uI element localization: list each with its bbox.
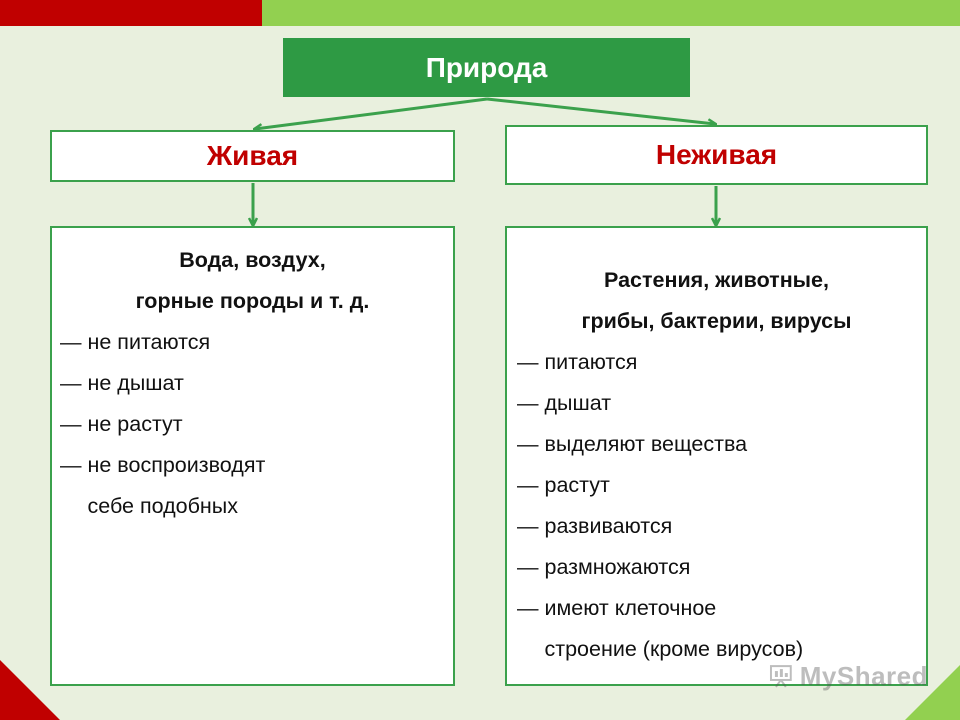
arrow-root-to-living (255, 99, 487, 129)
dash: — (60, 330, 82, 354)
list-item-text: растут (544, 473, 610, 497)
list-item-text: не воспроизводят (87, 453, 266, 477)
dash: — (517, 350, 539, 374)
dash: — (517, 514, 539, 538)
list-item-continuation (52, 486, 453, 527)
category-living-label: Живая (206, 140, 299, 171)
list-item (52, 445, 453, 486)
list-item (52, 322, 453, 363)
watermark (768, 656, 928, 696)
list-item (507, 588, 926, 629)
list-item (507, 465, 926, 506)
dash: — (60, 371, 82, 395)
dash: — (60, 412, 82, 436)
category-nonliving-label: Неживая (655, 139, 778, 170)
dash: — (517, 473, 539, 497)
list-item-text: не растут (87, 412, 183, 436)
dash: — (60, 453, 82, 477)
list-item-text: дышат (544, 391, 612, 415)
dash: — (517, 596, 539, 620)
top-red-bar (0, 0, 262, 26)
panel-heading-line: Вода, воздух, (179, 248, 326, 272)
dash: — (517, 432, 539, 456)
list-item-text: не дышат (87, 371, 184, 395)
arrow-root-to-nonliving (487, 99, 715, 124)
panel-heading-line: горные породы и т. д. (135, 289, 370, 313)
detail-panel-right (505, 226, 928, 686)
list-item-text: выделяют вещества (544, 432, 748, 456)
list-item-text: не питаются (87, 330, 211, 354)
list-item-text: имеют клеточное (544, 596, 717, 620)
list-item (507, 506, 926, 547)
list-item (507, 424, 926, 465)
list-item (52, 404, 453, 445)
top-green-bar (262, 0, 960, 26)
presentation-icon (768, 663, 794, 689)
list-item-text: размножаются (544, 555, 691, 579)
list-item-text: питаются (544, 350, 638, 374)
category-living (50, 130, 455, 182)
watermark-text: MyShared (799, 660, 928, 691)
list-item (507, 383, 926, 424)
list-item (507, 547, 926, 588)
panel-heading-line: Растения, животные, (604, 268, 829, 292)
list-item-text: строение (кроме вирусов) (544, 637, 804, 661)
category-nonliving (505, 125, 928, 185)
list-item (52, 363, 453, 404)
detail-panel-left (50, 226, 455, 686)
panel-heading-line: грибы, бактерии, вирусы (581, 309, 852, 333)
list-item-text: развиваются (544, 514, 673, 538)
list-item (507, 342, 926, 383)
dash: — (517, 391, 539, 415)
root-label: Природа (425, 51, 548, 83)
dash: — (517, 555, 539, 579)
root-node (283, 38, 690, 97)
list-item-text: себе подобных (87, 494, 238, 518)
